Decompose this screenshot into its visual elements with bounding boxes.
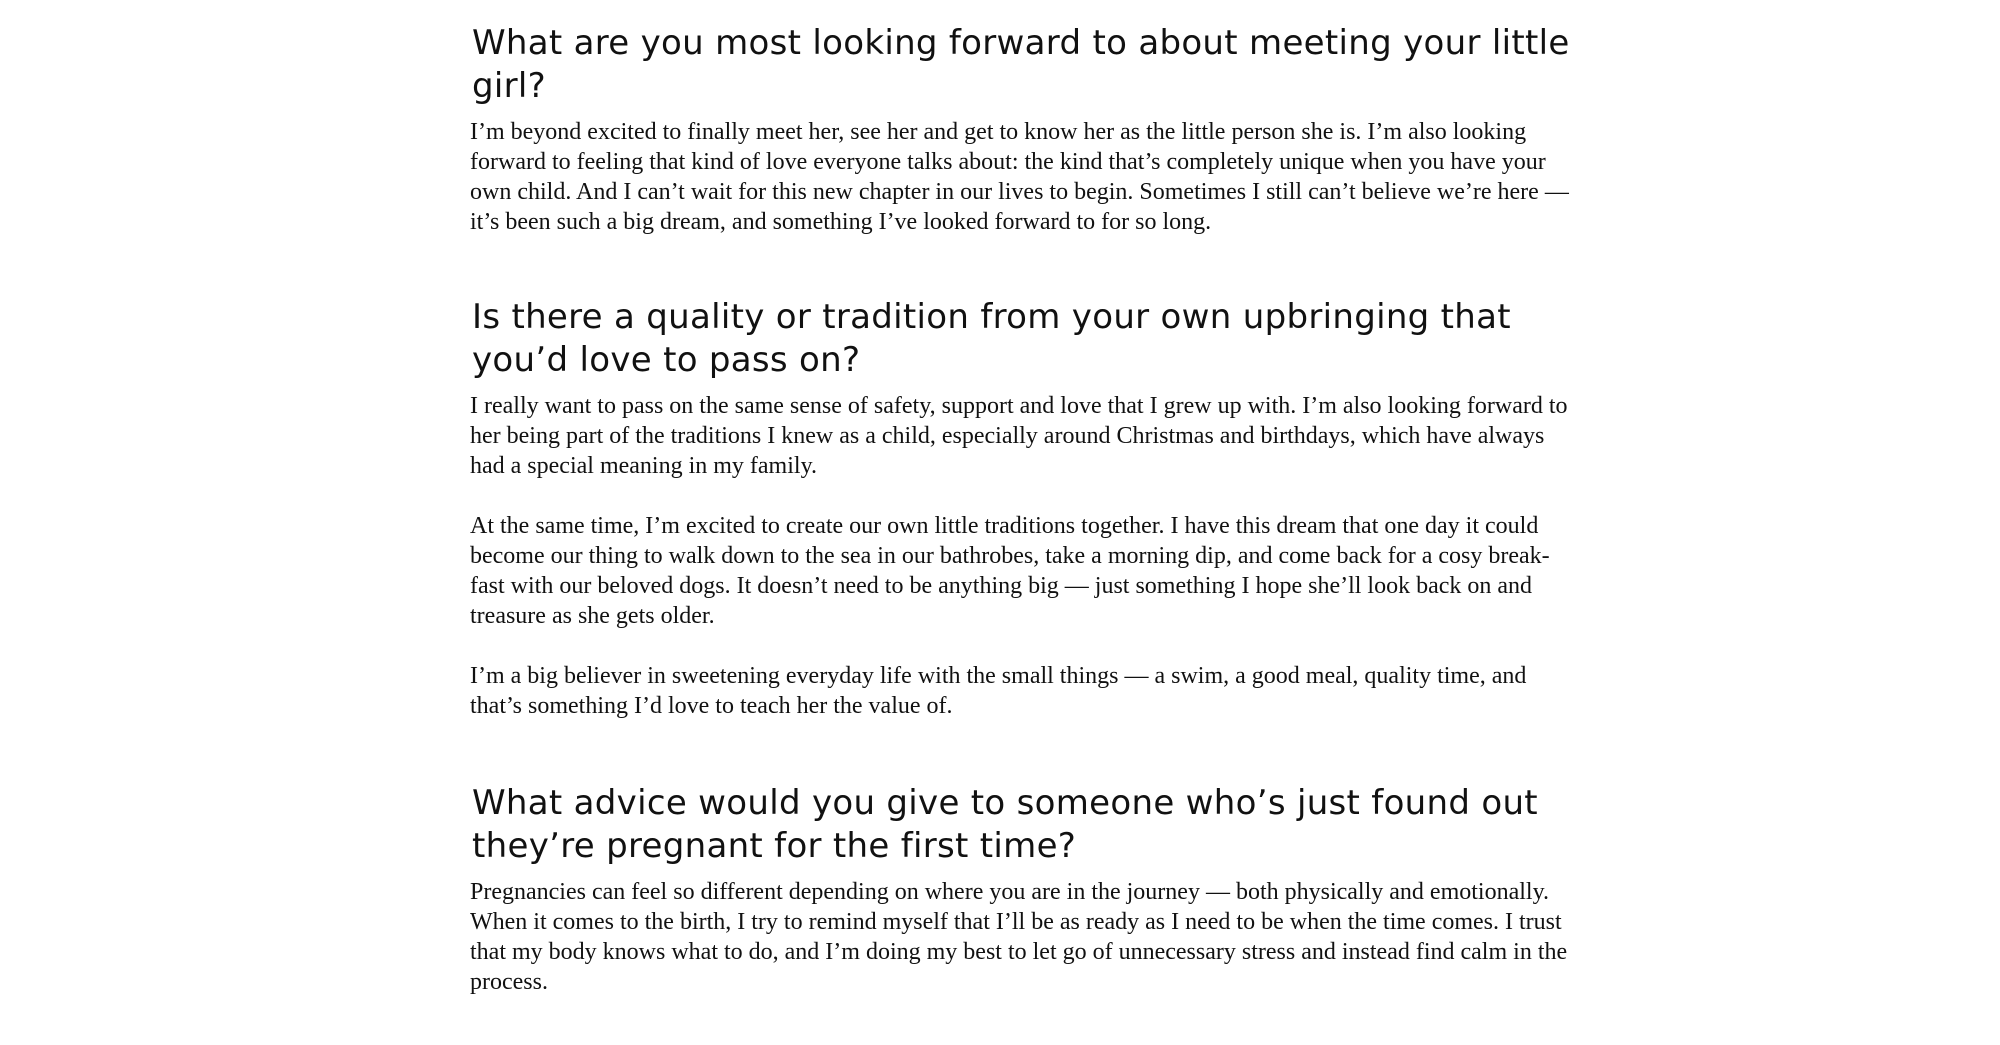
question-heading: Is there a quality or tradition from your own upbringing that you’d love to pass on? <box>472 297 1511 380</box>
question-heading: What advice would you give to someone who’s just found out they’re pregnant for the first time? <box>472 783 1538 866</box>
question-heading: What are you most looking forward to about meeting your little girl? <box>472 23 1570 106</box>
qa-section-tradition <box>470 296 1580 721</box>
answer-paragraph: I’m beyond excited to finally meet her, see her and get to know her as the little person she is. I’m also looking forward to feeling that kind of love everyone talks about: the kind that’s completely unique when you have your own child. And I can’t wait for this new chapter in our lives to begin. Sometimes I still can’t believe we’re here — it’s been such a big dream, and something I’ve looked forward to for so long. <box>470 119 1569 235</box>
qa-section-meeting-little-girl <box>470 22 1580 237</box>
qa-section-advice <box>470 782 1580 997</box>
answer-paragraph: At the same time, I’m excited to create our own little traditions together. I have this dream that one day it could become our thing to walk down to the sea in our bathrobes, take a morning dip, and come back for a cosy break-fast with our beloved dogs. It doesn’t need to be anything big — just something I hope she’ll look back on and treasure as she gets older. <box>470 513 1550 629</box>
answer-paragraph: I really want to pass on the same sense of safety, support and love that I grew up with. I’m also looking forward to her being part of the traditions I knew as a child, especially around Christmas and birthdays, which have always had a special meaning in my family. <box>470 393 1568 479</box>
answer-paragraph: Pregnancies can feel so different depending on where you are in the journey — both physically and emotionally. When it comes to the birth, I try to remind myself that I’ll be as ready as I need to be when the time comes. I trust that my body knows what to do, and I’m doing my best to let go of unnecessary stress and instead find calm in the process. <box>470 879 1568 995</box>
answer-paragraph: I’m a big believer in sweetening everyday life with the small things — a swim, a good meal, quality time, and that’s something I’d love to teach her the value of. <box>470 663 1527 719</box>
